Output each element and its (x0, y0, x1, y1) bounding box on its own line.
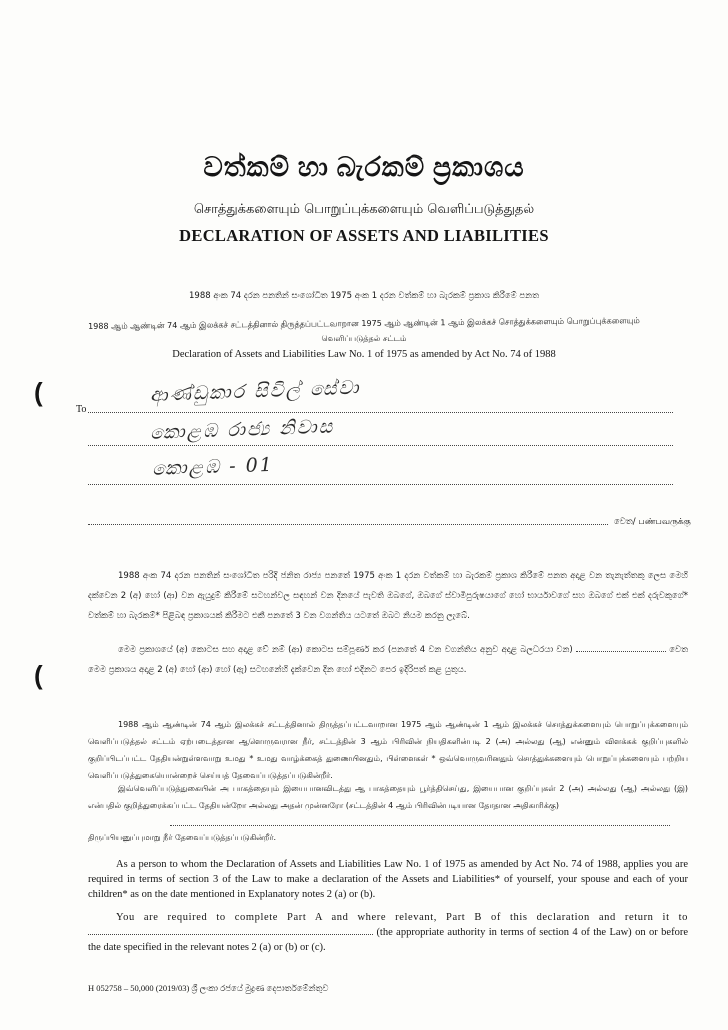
punch-hole-mark-top: ( (34, 377, 43, 407)
addressee-handwriting-2: කොළඹ රාජ්‍ය නිවාස (149, 415, 335, 444)
addressee-handwriting-3: කොළඹ - 01 (151, 453, 275, 480)
paragraph-sinhala-2b: වෙත මෙම ප්‍රකාශය අදාළ 2 (අ) හෝ (ආ) හෝ (ඇ) සටහනේහි දැක්වෙන දින හෝ එදිනට පෙර ඉදිරිපත් කළ යුතුය. (88, 645, 688, 675)
paragraph-sinhala-2a: මෙම ප්‍රකාශයේ (අ) කොටස සහ අදාළ වේ නම් (ආ) කොටස සම්පූර්ණ කර (පනතේ 4 වන වගන්තිය අනුව අදාළ බලධරයා වන) (118, 645, 573, 655)
paragraph-tamil-2: இவ்வெளிப்படுத்துகையின் அ பாகத்தையும் இயைபானவிடத்து ஆ பாகத்தையும் பூர்த்திசெய்து, இயைபான குறிப்புகள் 2 (அ) அல்லது (ஆ) அல்லது (இ) என்பதில் குறித்துரைக்கப்பட்ட தேதியன்றோ அல்லது அதன் முன்னரோ (சட்டத்தின் 4 ஆம் பிரிவின்படியான தோதான அதிகாரிக்கு) (88, 784, 688, 810)
authority-blank-tamil[interactable] (170, 825, 670, 826)
paragraph-english-2 (88, 910, 688, 955)
law-reference-english: Declaration of Assets and Liabilities Law No. 1 of 1975 as amended by Act No. 74 of 1988 (172, 349, 556, 360)
addressee-label: To (76, 404, 87, 415)
addressee-line-4[interactable] (88, 524, 608, 525)
addressee-line-3[interactable] (88, 484, 673, 485)
paragraph-english-2a: You are required to complete Part A and where relevant, Part B of this declaration and return it to (116, 912, 688, 923)
addressee-line-1[interactable] (88, 412, 673, 413)
law-reference-tamil-line1: 1988 ஆம் ஆண்டின் 74 ஆம் இலக்கச் சட்டத்தினால் திருத்தப்பட்டவாறான 1975 ஆம் ஆண்டின் 1 ஆம் இலக்கச் சொத்துக்களையும் பொறுப்புக்களையும் (88, 316, 640, 331)
title-tamil: சொத்துக்களையும் பொறுப்புக்களையும் வெளிப்படுத்துதல் (193, 202, 535, 217)
title-english: DECLARATION OF ASSETS AND LIABILITIES (179, 226, 549, 245)
title-sinhala: වත්කම් හා බැරකම් ප්‍රකාශය (203, 152, 525, 182)
paragraph-english-2b: (the appropriate authority in terms of section 4 of the Law) on or before the date specified in the relevant notes 2 (a) or (b) or (c). (88, 927, 688, 953)
law-reference-tamil-line2: வெளிப்படுத்தல் சட்டம் (321, 334, 407, 343)
addressee-side-label: වෙත/ பண்பவருக்கு (614, 517, 691, 527)
punch-hole-mark-bottom: ( (34, 660, 43, 690)
paragraph-tamil-1: 1988 ஆம் ஆண்டின் 74 ஆம் இலக்கச் சட்டத்தினால் திருத்தப்பட்டவாறான 1975 ஆம் ஆண்டின் 1 ஆம் இலக்கச் சொத்துக்களையும் பொறுப்புக்களையும் வெளிப்படுத்தல் சட்டம் ஏற்படைத்தான ஆளொருவரான நீர், சட்டத்தின் 3 ஆம் பிரிவின் நியதிகளின்படி 2 (அ) அல்லது (ஆ) என்னும் விளக்கக் குறிப்புகளில் குறிப்பிடப்பட்ட தேதியன்றுள்ளவாறு உமது * உமது வாழ்க்கைத் துணையினதும், பிள்ளைகள் * ஒவ்வொருவரினதும் சொத்துக்களையும் பொறுப்புக்களையும் பற்றிய வெளிப்படுத்துகையொன்றைச் செய்யத் தேவைப்படுத்தப்படுகின்றீர். (88, 720, 688, 780)
authority-blank-sinhala[interactable] (576, 651, 666, 652)
authority-blank-english[interactable] (88, 934, 373, 935)
paragraph-sinhala-2 (88, 640, 688, 680)
paragraph-sinhala-1: 1988 අංක 74 දරන පනතින් සංශෝධිත පරිදි ජනිත රාජ්‍ය පනතේ 1975 අංක 1 දරන වත්කම් හා බැරකම් ප්‍රකාශ කිරීමේ පනත අදාළ වන තැනැත්තකු ලෙස මෙහි දක්වෙන 2 (අ) හෝ (ආ) වන ඇයුදුම් කිරීමේ සටහන්වල සඳහන් වන දිනයේ පැවති ඔබගේ, ඔබගේ ස්වාමිපුරුෂයාගේ හෝ භාර්යාවගේ සහ ඔබගේ එක් එක් දරුවකුගේ* වත්කම් හා බැරකම්* පිළිබඳ ප්‍රකාශයක් කිරීමට එකී පනතේ 3 වන වගන්තිය යටතේ ඔබට නියම කරනු ලැබේ. (88, 571, 688, 621)
paragraph-tamil-3: திருப்பியனுப்புமாறு நீர் தேவைப்படுத்தப்படுகின்றீர். (88, 833, 277, 842)
addressee-line-2[interactable] (88, 445, 673, 446)
printer-footer: H 052758 – 50,000 (2019/03) ශ්‍රී ලංකා රජයේ මුද්‍රණ දෙපාර්තමේන්තුව (88, 983, 329, 993)
law-reference-sinhala: 1988 අංක 74 දරන පනතින් සංශෝධිත 1975 අංක 1 දරන වත්කම් හා බැරකම් ප්‍රකාශ කිරීමේ පනත (189, 291, 539, 301)
paragraph-english-1: As a person to whom the Declaration of Assets and Liabilities Law No. 1 of 1975 as amended by Act No. 74 of 1988, applies you are required in terms of section 3 of the Law to make a declaration of the Assets and Liabilities* of yourself, your spouse and each of your children* as on the date mentioned in Explanatory notes 2 (a) or (b). (88, 859, 688, 900)
addressee-handwriting-1: ආණ්ඩුකාර සිවිල් සේවා (149, 376, 361, 406)
